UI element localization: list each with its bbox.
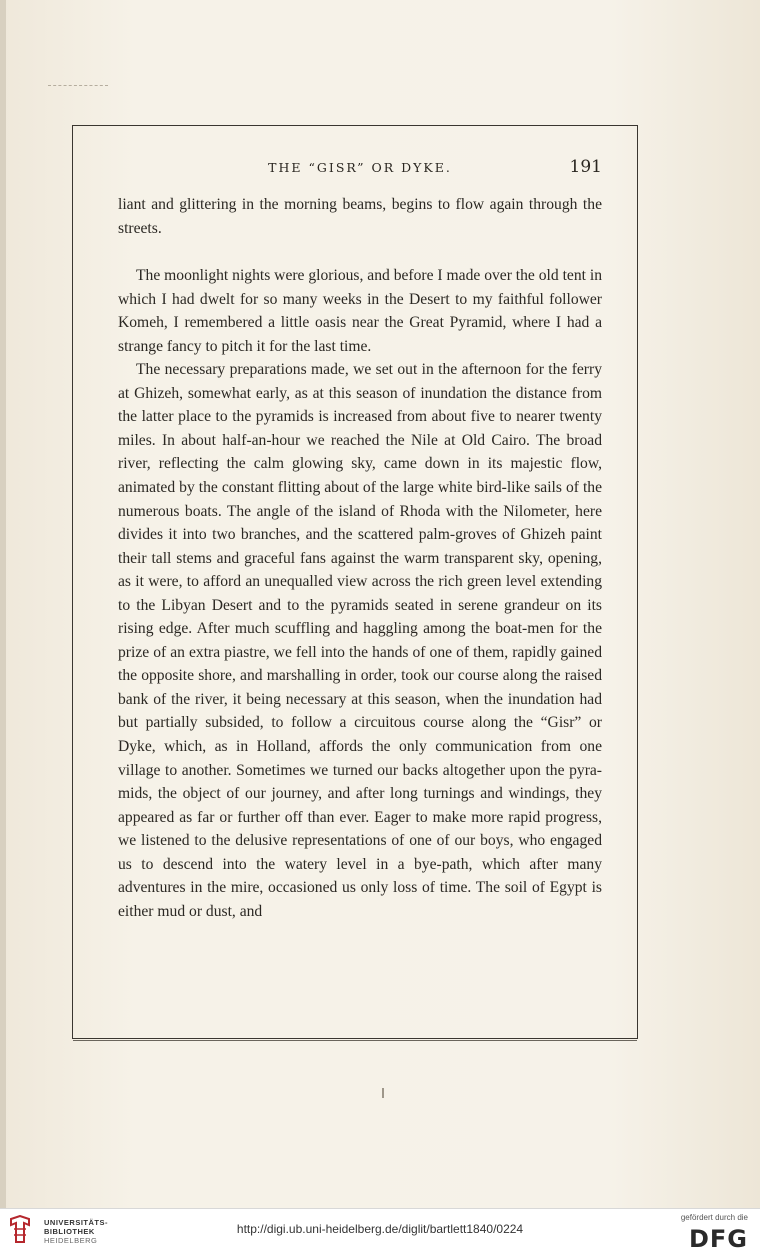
library-name-line: HEIDELBERG xyxy=(44,1236,98,1245)
funder-caption: gefördert durch die xyxy=(680,1213,748,1222)
binding-shadow xyxy=(0,0,6,1208)
library-name-line: BIBLIOTHEK xyxy=(44,1227,95,1236)
paragraph: The moonlight nights were glorious, and before I made over the old tent in which I had dwelt for so many weeks in the Desert to my faithful follower Komeh, I remembered a little oasis near the Great Pyramid, where I had a strange fancy to pitch it for the last time. xyxy=(118,267,602,355)
viewer-footer xyxy=(0,1208,760,1257)
permalink-url[interactable]: http://digi.ub.uni-heidelberg.de/diglit/bartlett1840/0224 xyxy=(236,1222,524,1236)
paragraph: The necessary preparations made, we set out in the afternoon for the ferry at Ghizeh, somewhat early, as at this season of inundation the distance from the latter place to the pyramids is increased from about five to nearer twenty miles. In about half-an-hour we reached the Nile at Old Cairo. The broad river, reflecting the calm glowing sky, came down in its majestic flow, animated by the constant flitting about of the large white bird-like sails of the numerous boats. The angle of the island of Rhoda with the Nilometer, here divides it into two branches, and the scattered palm-groves of Ghizeh paint their tall stems and graceful fans against the warm transparent sky, opening, as it were, to afford an unequalled view across the rich green level extending to the Libyan Desert and to the pyramids seated in serene grandeur on its rising edge. After much scuffling and haggling among the boat-men for the prize of an extra piastre, we fell into the hands of one of them, rapidly gained the opposite shore, and marshalling in order, took our course along the raised bank of the river, it being necessary at this season, when the inundation had but partially subsided, to follow a circuitous course along the “Gisr” or Dyke, which, as in Holland, affords the only communication from one village to another. Sometimes we turned our backs altogether upon the pyra-mids, the object of our journey, and after long turnings and windings, they appeared as far or further off than ever. Eager to make more rapid progress, we listened to the delusive representations of one of our boys, who engaged us to descend into the watery level in a bye-path, which after many adventures in the mire, occasioned us only loss of time. The soil of Egypt is either mud or dust, and xyxy=(118,361,602,920)
running-title: THE “GISR” OR DYKE. xyxy=(268,160,452,175)
stray-mark xyxy=(382,1088,384,1098)
body-text xyxy=(118,193,602,923)
paragraph: liant and glittering in the morning beams, begins to flow again through the streets. xyxy=(118,196,602,237)
page-number: 191 xyxy=(569,157,602,177)
library-name-line: UNIVERSITÄTS- xyxy=(44,1218,109,1227)
running-head xyxy=(118,157,602,181)
stray-mark xyxy=(48,85,108,87)
dfg-logo[interactable]: DFG xyxy=(688,1225,748,1253)
